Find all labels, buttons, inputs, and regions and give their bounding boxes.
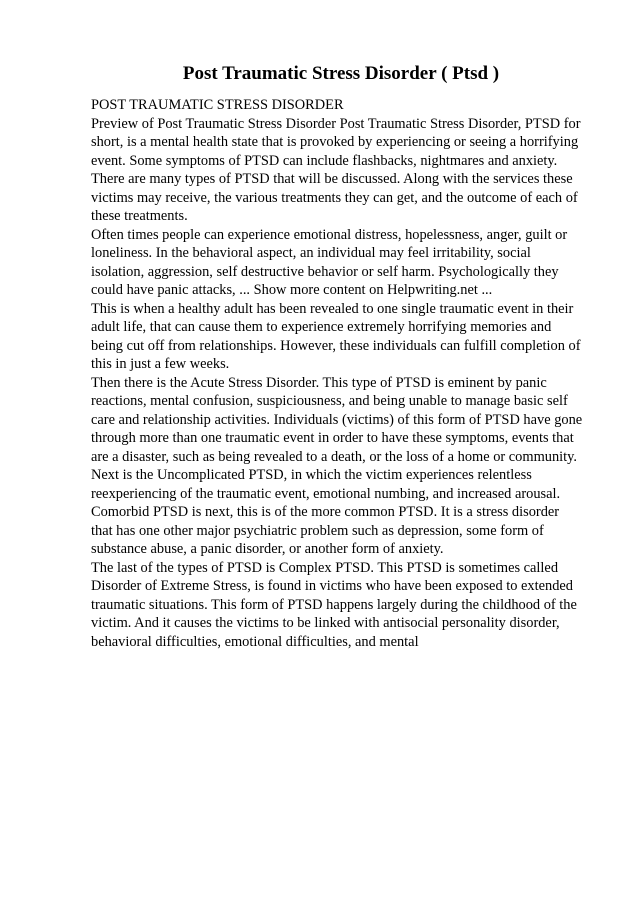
text-line: care and relationship activities. Individuals (victims) of this form of PTSD have gone xyxy=(91,411,583,428)
text-line: Disorder of Extreme Stress, is found in victims who have been exposed to extended xyxy=(91,578,573,594)
text-line: Comorbid PTSD is next, this is of the more common PTSD. It is a stress disorder xyxy=(91,504,560,520)
text-line: behavioral difficulties, emotional difficulties, and mental xyxy=(91,633,419,650)
text-line: Preview of Post Traumatic Stress Disorder Post Traumatic Stress Disorder, PTSD for xyxy=(91,115,581,132)
text-line: reactions, mental confusion, suspiciousness, and being unable to manage basic self xyxy=(91,393,568,409)
text-line: Then there is the Acute Stress Disorder. This type of PTSD is eminent by panic xyxy=(91,374,547,391)
text-line: are a disaster, such as being revealed to a death, or the loss of a home or community. xyxy=(91,448,578,465)
text-line: event. Some symptoms of PTSD can include flashbacks, nightmares and anxiety. xyxy=(91,152,558,169)
document-body xyxy=(91,96,611,651)
text-line: victim. And it causes the victims to be linked with antisocial personality disorder, xyxy=(91,615,560,631)
text-line: that has one other major psychiatric problem such as depression, some form of xyxy=(91,522,544,539)
text-line: could have panic attacks, ... Show more content on Helpwriting.net ... xyxy=(91,282,493,298)
text-line: being cut off from relationships. However, these individuals can fulfill completion of xyxy=(91,337,581,354)
page-title: Post Traumatic Stress Disorder ( Ptsd ) xyxy=(182,63,500,84)
text-line: The last of the types of PTSD is Complex PTSD. This PTSD is sometimes called xyxy=(91,559,559,576)
text-line: loneliness. In the behavioral aspect, an individual may feel irritability, social xyxy=(91,245,531,261)
text-line: through more than one traumatic event in order to have these symptoms, events that xyxy=(91,430,574,446)
text-line: traumatic situations. This form of PTSD happens largely during the childhood of the xyxy=(91,596,577,613)
text-line: substance abuse, a panic disorder, or another form of anxiety. xyxy=(91,541,444,557)
text-line: Next is the Uncomplicated PTSD, in which the victim experiences relentless xyxy=(91,467,532,483)
text-line: There are many types of PTSD that will be discussed. Along with the services these xyxy=(91,171,573,187)
text-line: POST TRAUMATIC STRESS DISORDER xyxy=(91,97,344,113)
text-line: adult life, that can cause them to experience extremely horrifying memories and xyxy=(91,319,552,335)
text-line: victims may receive, the various treatments they can get, and the outcome of each of xyxy=(91,189,578,206)
text-line: these treatments. xyxy=(91,208,188,224)
text-line: Often times people can experience emotional distress, hopelessness, anger, guilt or xyxy=(91,226,568,243)
text-line: short, is a mental health state that is provoked by experiencing or seeing a horrifying xyxy=(91,134,579,150)
text-line: isolation, aggression, self destructive behavior or self harm. Psychologically they xyxy=(91,263,559,280)
text-line: this in just a few weeks. xyxy=(91,356,230,372)
text-line: This is when a healthy adult has been revealed to one single traumatic event in their xyxy=(91,300,574,317)
text-line: reexperiencing of the traumatic event, emotional numbing, and increased arousal. xyxy=(91,485,561,502)
